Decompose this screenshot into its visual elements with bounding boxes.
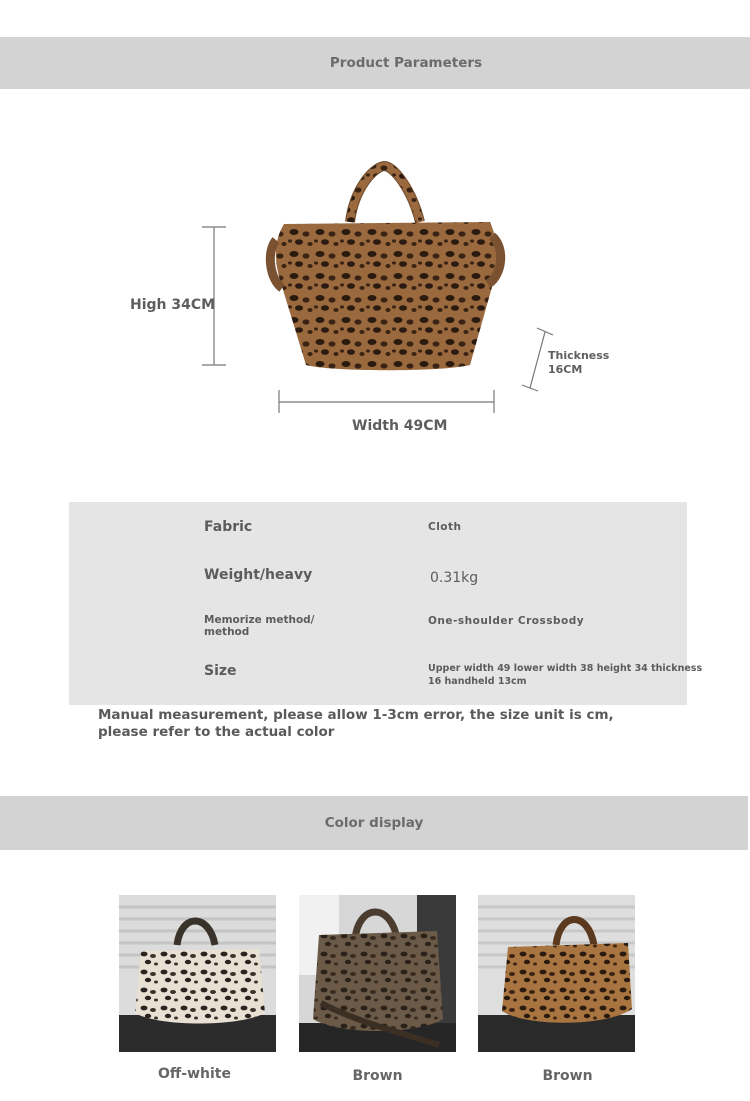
measurement-note: Manual measurement, please allow 1-3cm error, the size unit is cm, please refer to the actual color bbox=[98, 707, 614, 740]
thickness-dimension-label bbox=[548, 349, 609, 377]
param-value-weight: 0.31kg bbox=[430, 570, 479, 586]
param-key-method bbox=[204, 614, 315, 638]
param-value-fabric: Cloth bbox=[428, 521, 462, 533]
height-dimension-label: High 34CM bbox=[130, 297, 216, 313]
param-key-fabric: Fabric bbox=[204, 519, 253, 535]
color-display-title: Color display bbox=[324, 815, 424, 831]
color-label-off-white: Off-white bbox=[158, 1066, 231, 1082]
param-key-size: Size bbox=[204, 663, 237, 679]
color-swatch-off-white[interactable] bbox=[119, 895, 276, 1052]
product-parameters-title: Product Parameters bbox=[329, 55, 483, 71]
width-dimension-label: Width 49CM bbox=[352, 418, 448, 434]
param-value-size bbox=[428, 662, 702, 688]
param-value-size-line2: 16 handheld 13cm bbox=[428, 676, 527, 687]
parameter-table bbox=[69, 502, 703, 705]
color-display-header bbox=[0, 796, 748, 850]
param-value-size-line1: Upper width 49 lower width 38 height 34 thickness bbox=[428, 663, 703, 674]
thickness-label-line1: Thickness bbox=[548, 349, 610, 362]
color-label-brown: Brown bbox=[542, 1068, 593, 1084]
param-value-method: One-shoulder Crossbody bbox=[428, 615, 585, 627]
color-swatch-brown-dark[interactable] bbox=[299, 895, 456, 1052]
product-parameters-header bbox=[0, 37, 750, 89]
param-key-method-line2: method bbox=[204, 626, 250, 638]
product-bag-image bbox=[262, 160, 512, 380]
thickness-label-line2: 16CM bbox=[548, 363, 583, 376]
param-key-weight: Weight/heavy bbox=[204, 567, 313, 583]
param-key-method-line1: Memorize method/ bbox=[204, 614, 315, 626]
color-swatch-brown[interactable] bbox=[478, 895, 635, 1052]
color-label-brown-dark: Brown bbox=[352, 1068, 403, 1084]
